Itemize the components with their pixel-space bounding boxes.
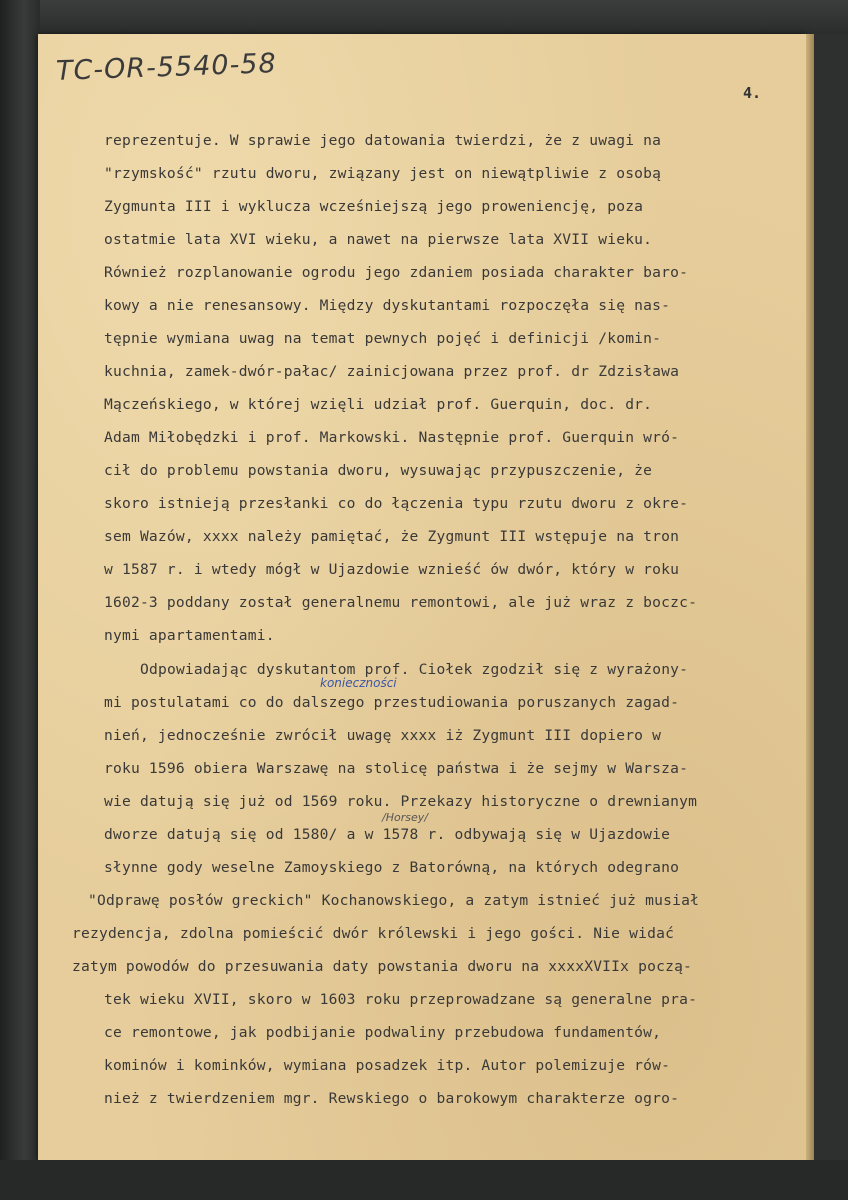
scanner-background: [0, 1160, 848, 1200]
text-line: tępnie wymiana uwag na temat pewnych pojęć i definicji /komin-: [104, 330, 662, 347]
text-line: roku 1596 obiera Warszawę na stolicę państwa i że sejmy w Warsza-: [104, 760, 689, 777]
text-line: kominów i kominków, wymiana posadzek itp. Autor polemizuje rów-: [104, 1057, 671, 1074]
text-line: "Odprawę posłów greckich" Kochanowskiego, a zatym istnieć już musiał: [88, 892, 700, 909]
text-line: mi postulatami co do dalszego przestudiowania poruszanych zagad-: [104, 694, 680, 711]
handwritten-insertion: konieczności: [320, 676, 397, 690]
text-line: ce remontowe, jak podbijanie podwaliny przebudowa fundamentów,: [104, 1024, 662, 1041]
text-line: tek wieku XVII, skoro w 1603 roku przeprowadzane są generalne pra-: [104, 991, 698, 1008]
text-line: cił do problemu powstania dworu, wysuwając przypuszczenie, że: [104, 462, 653, 479]
text-line: skoro istnieją przesłanki co do łączenia typu rzutu dworu z okre-: [104, 495, 689, 512]
text-line: sem Wazów, xxxx należy pamiętać, że Zygmunt III wstępuje na tron: [104, 528, 680, 545]
text-line: rezydencja, zdolna pomieścić dwór królewski i jego gości. Nie widać: [72, 925, 675, 942]
text-line: słynne gody weselne Zamoyskiego z Batorówną, na których odegrano: [104, 859, 680, 876]
text-line: ostatmie lata XVI wieku, a nawet na pierwsze lata XVII wieku.: [104, 231, 653, 248]
text-line: "rzymskość" rzutu dworu, związany jest on niewątpliwie z osobą: [104, 165, 662, 182]
text-line: zatym powodów do przesuwania daty powstania dworu na xxxxXVIIx począ-: [72, 958, 693, 975]
text-line: w 1587 r. i wtedy mógł w Ujazdowie wznieść ów dwór, który w roku: [104, 561, 680, 578]
handwritten-insertion-horsey: /Horsey/: [382, 811, 428, 824]
page-number: 4.: [743, 84, 762, 102]
text-line: Również rozplanowanie ogrodu jego zdaniem posiada charakter baro-: [104, 264, 689, 281]
page-edge: [806, 34, 814, 1160]
handwritten-reference-number: TC-OR-5540-58: [55, 48, 278, 87]
text-line: Mączeńskiego, w której wzięli udział prof. Guerquin, doc. dr.: [104, 396, 653, 413]
text-line: kowy a nie renesansowy. Między dyskutantami rozpoczęła się nas-: [104, 297, 671, 314]
text-line: Odpowiadając dyskutantom prof. Ciołek zgodził się z wyrażony-: [140, 661, 689, 678]
text-line: nień, jednocześnie zwrócił uwagę xxxx iż Zygmunt III dopiero w: [104, 727, 662, 744]
text-line: Zygmunta III i wyklucza wcześniejszą jego proweniencję, poza: [104, 198, 644, 215]
text-line: Adam Miłobędzki i prof. Markowski. Następnie prof. Guerquin wró-: [104, 429, 680, 446]
text-line: nymi apartamentami.: [104, 627, 275, 644]
binder-left-edge: [0, 0, 40, 1200]
text-line: kuchnia, zamek-dwór-pałac/ zainicjowana przez prof. dr Zdzisława: [104, 363, 680, 380]
text-line: reprezentuje. W sprawie jego datowania twierdzi, że z uwagi na: [104, 132, 662, 149]
text-line: 1602-3 poddany został generalnemu remontowi, ale już wraz z boczc-: [104, 594, 698, 611]
binder-top-edge: [0, 0, 848, 34]
text-line: wie datują się już od 1569 roku. Przekazy historyczne o drewnianym: [104, 793, 698, 810]
text-line: nież z twierdzeniem mgr. Rewskiego o barokowym charakterze ogro-: [104, 1090, 680, 1107]
text-line: dworze datują się od 1580/ a w 1578 r. odbywają się w Ujazdowie: [104, 826, 671, 843]
